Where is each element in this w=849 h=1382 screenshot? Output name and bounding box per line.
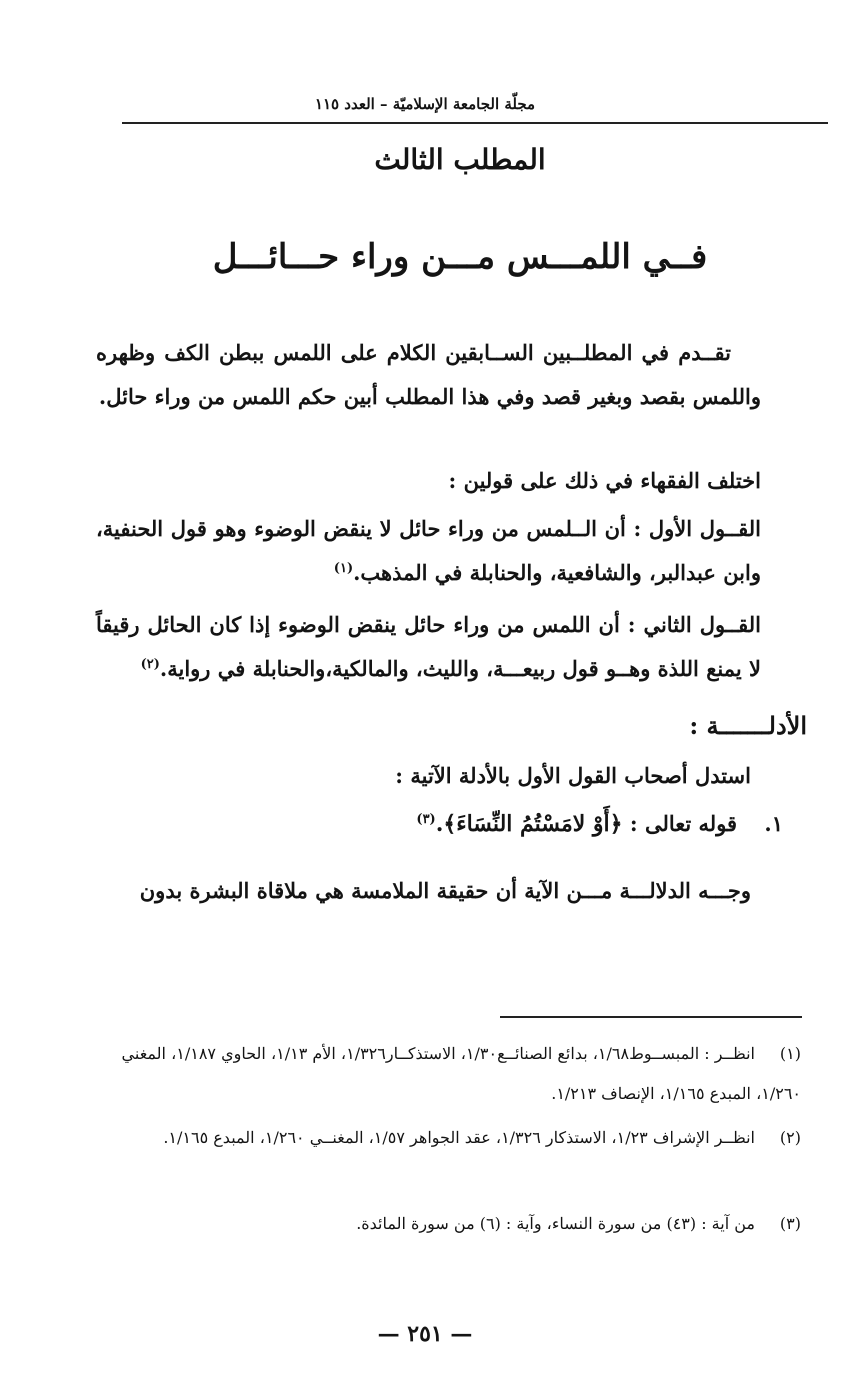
- quran-verse: ﴿أَوْ لامَسْتُمُ النِّسَاءَ﴾.: [435, 811, 623, 837]
- item-number: ١.: [764, 811, 783, 836]
- footnote-number: (٢): [779, 1128, 801, 1147]
- intro-paragraph: تقــدم في المطلــبين الســابقين الكلام على اللمس ببطن الكف وظهره واللمس بقصد وبغير قصد وفي هذا المطلب أبين حكم اللمس من وراء حائل.: [96, 340, 761, 409]
- second-opinion-paragraph: [96, 603, 761, 691]
- evidence-heading: الأدلـــــــة :: [689, 711, 807, 740]
- footnote-number: (٣): [779, 1214, 801, 1233]
- footnote-3: [88, 1204, 801, 1244]
- footnote-text: انظــر الإشراف ١/٢٣، الاستذكار ١/٣٢٦، عقد الجواهر ١/٥٧، المغنــي ١/٢٦٠، المبدع ١/١٦٥.: [163, 1128, 755, 1147]
- item-text: قوله تعالى :: [629, 811, 738, 836]
- footnote-1: [88, 1034, 801, 1114]
- footnote-rule: [500, 1016, 802, 1018]
- footnote-text: انظــر : المبســوط١/٦٨، بدائع الصنائــع١/٣٠، الاستذكــار١/٣٢٦، الأم ١/١٣، الحاوي ١/١٨٧، المغني ١/٢٦٠، المبدع ١/١٦٥، الإنصاف ١/٢١٣.: [121, 1044, 801, 1103]
- footnote-ref-2: (٢): [140, 657, 160, 672]
- first-opinion-text: القــول الأول : أن الــلمس من وراء حائل لا ينقض الوضوء وهو قول الحنفية، وابن عبدالبر، والشافعية، والحنابلة في المذهب.: [96, 516, 761, 585]
- disagreement-paragraph: اختلف الفقهاء في ذلك على قولين :: [448, 468, 761, 493]
- footnote-ref-3: (٣): [416, 812, 436, 827]
- page-number: — ٢٥١ —: [377, 1321, 473, 1347]
- footnote-text: من آية : (٤٣) من سورة النساء، وآية : (٦) من سورة المائدة.: [356, 1214, 755, 1233]
- subsection-title: فــي اللمـــس مـــن وراء حـــائـــل: [212, 237, 708, 277]
- footnote-number: (١): [779, 1044, 801, 1063]
- footnote-2: [88, 1118, 801, 1158]
- footnote-ref-1: (١): [333, 561, 354, 576]
- running-header: مجلّة الجامعة الإسلاميّة – العدد ١١٥: [314, 95, 536, 113]
- evidence-intro: استدل أصحاب القول الأول بالأدلة الآتية :: [395, 763, 751, 788]
- second-opinion-text: القــول الثاني : أن اللمس من وراء حائل ينقض الوضوء إذا كان الحائل رقيقاً لا يمنع اللذة وهــو قول ربيعـــة، والليث، والمالكية،والحنابلة في رواية.: [96, 612, 761, 681]
- section-title: المطلب الثالث: [374, 143, 546, 176]
- header-rule: [122, 122, 828, 124]
- evidence-item: [416, 804, 783, 844]
- indication-line: وجـــه الدلالـــة مـــن الآية أن حقيقة الملامسة هي ملاقاة البشرة بدون: [139, 878, 751, 903]
- first-opinion-paragraph: [96, 507, 761, 595]
